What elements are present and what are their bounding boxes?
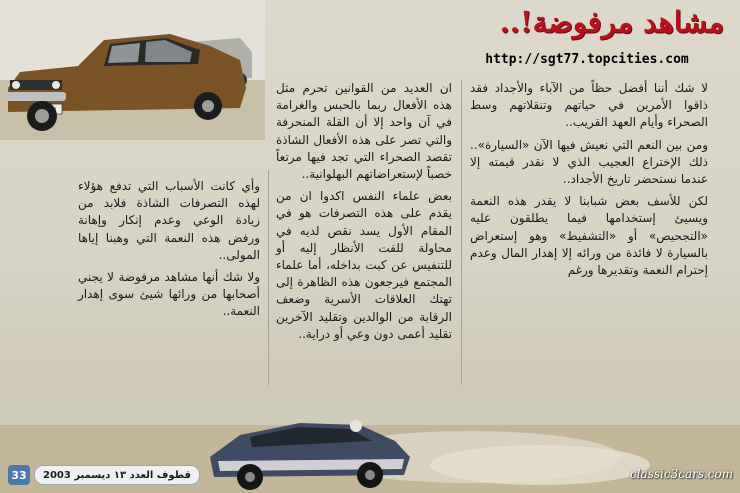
page-footer (8, 464, 200, 486)
column-divider (461, 80, 462, 385)
paragraph: لا شك أننا أفضل حظاً من الآباء والأجداد فقد ذاقوا الأمرين في حياتهم وتنقلاتهم وسط الصحراء وأيام العهد القريب.. (470, 81, 708, 130)
article-column-right (470, 80, 708, 284)
page-number: 33 (8, 465, 30, 485)
article-column-left (78, 178, 260, 326)
classic-car-photo (0, 0, 265, 140)
watermark: classic3cars.com (630, 467, 734, 481)
paragraph: ان العديد من القوانين تحرم مثل هذه الأفعال ربما بالحبس والغرامة في آن واحد إلا أن القلة المنحرفة والتي تصر على هذه الأفعال الشاذة تقصد الصحراء التي تجد فيها مرتعاً خصباً لإستعراضاتهم البهلوانية.. (276, 81, 452, 182)
paragraph: لكن للأسف بعض شبابنا لا يقدر هذه النعمة ويسيئ إستخدامها فيما يطلقون عليه «التجحيص» أو «التشفيط» وهو إستعراض بالسيارة لا فائدة من ورائه إلا إهدار المال وعدم إحترام النعمة وتقديرها ورغم (470, 194, 708, 278)
paragraph: وأي كانت الأسباب التي تدفع هؤلاء لهذه التصرفات الشاذة فلابد من زيادة الوعي وعدم إنكار وإهانة ورفض هذه النعمة التي وهبنا إياها المولى.. (78, 179, 260, 262)
paragraph: بعض علماء النفس اكدوا ان من يقدم على هذه التصرفات هو في المقام الأول يسد نقص لديه في محاولة للفت الأنظار إليه أو للتنفيس عن كبت بداخله، أما علماء المجتمع فيرجعون هذه الظاهرة إلى تهتك العلاقات الأسرية وضعف الرقابة من الوالدين وتقليد الآخرين تقليد أعمى دون وعي أو دراية.. (276, 189, 452, 341)
classic-car-illustration (0, 0, 265, 140)
article-column-middle (276, 80, 452, 348)
paragraph: ومن بين النعم التي نعيش فيها الآن «السيارة».. ذلك الإختراع العجيب الذي لا نقدر قيمته إلا عندما نستحضر تاريخ الأجداد.. (470, 137, 708, 187)
article-headline: مشاهد مرفوضة!.. (499, 5, 724, 39)
issue-label: قطوف العدد ١٣ ديسمبر 2003 (34, 465, 200, 485)
source-url[interactable]: http://sgt77.topcities.com (485, 52, 689, 67)
paragraph: ولا شك أنها مشاهد مرفوضة لا يجني أصحابها من ورائها شيئ سوى إهدار النعمة.. (78, 270, 260, 319)
column-divider (268, 170, 269, 385)
